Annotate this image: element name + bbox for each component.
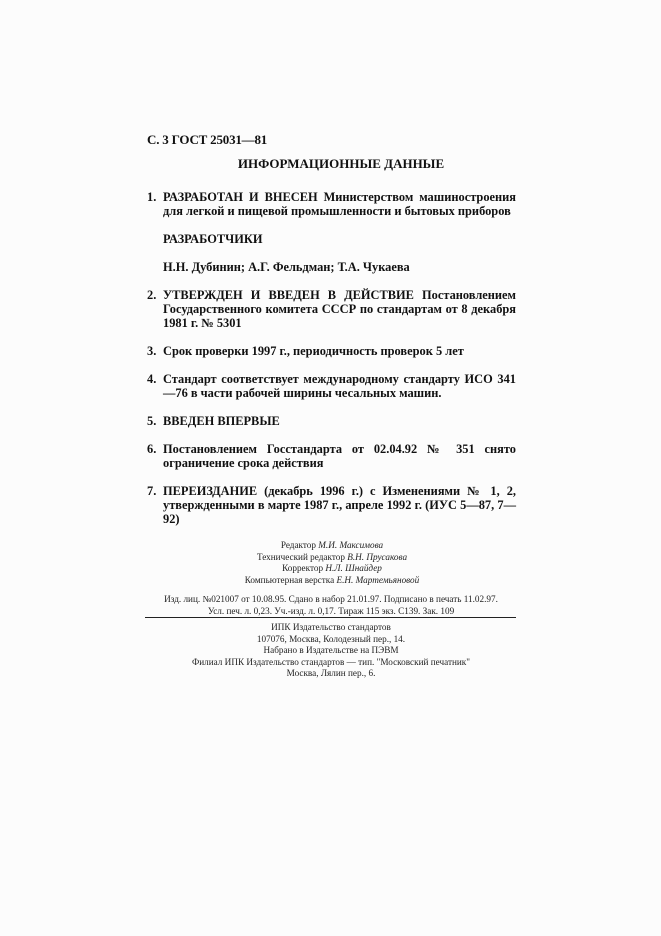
item-number: 2. (147, 288, 157, 302)
print-info-line: Усл. печ. л. 0,23. Уч.-изд. л. 0,17. Тираж 115 экз. С139. Зак. 109 (207, 605, 455, 616)
item-number: 3. (147, 344, 157, 358)
item-number: 6. (147, 442, 157, 456)
divider-rule (145, 617, 516, 618)
credit-role: Компьютерная верстка (244, 574, 335, 585)
developers-names: Н.Н. Дубинин; А.Г. Фельдман; Т.А. Чукаева (163, 260, 410, 274)
credit-line (147, 575, 517, 587)
item-text: Постановлением Государственного комитета СССР по стандартам от 8 декабря 1981 г. № 5301 (163, 288, 516, 330)
item-number: 4. (147, 372, 157, 386)
section-title: ИНФОРМАЦИОННЫЕ ДАННЫЕ (237, 156, 445, 171)
credit-role: Технический редактор (256, 551, 345, 562)
page-header: С. 3 ГОСТ 25031—81 (147, 132, 268, 147)
publisher-line: Филиал ИПК Издательство стандартов — тип. "Московский печатник" (191, 656, 471, 667)
credit-name: Е.Н. Мартемьяновой (336, 574, 420, 585)
item-text: (декабрь 1996 г.) с Изменениями № 1, 2, утвержденными в марте 1987 г., апреле 1992 г. (ИУС 5—87, 7—92) (163, 484, 516, 526)
item-lead: ВВЕДЕН ВПЕРВЫЕ (163, 414, 280, 428)
credit-line (147, 563, 517, 575)
item-number: 7. (147, 484, 157, 498)
item-lead: ПЕРЕИЗДАНИЕ (163, 484, 258, 498)
editorial-credits (147, 540, 517, 586)
credit-line (147, 552, 517, 564)
list-item (147, 190, 516, 218)
credit-role: Редактор (280, 540, 316, 550)
list-item (147, 442, 516, 470)
credit-name: В.Н. Прусакова (347, 551, 408, 562)
list-item (147, 344, 516, 358)
publisher-info (145, 622, 517, 680)
print-info (145, 594, 517, 617)
credit-line (147, 540, 517, 552)
credit-name: М.И. Максимова (318, 540, 384, 550)
info-list (147, 190, 516, 540)
list-item (147, 372, 516, 400)
publisher-line: Москва, Лялин пер., 6. (286, 668, 376, 678)
developers-heading: РАЗРАБОТЧИКИ (163, 232, 263, 246)
print-info-line: Изд. лиц. №021007 от 10.08.95. Сдано в набор 21.01.97. Подписано в печать 11.02.97. (164, 594, 498, 604)
item-lead: УТВЕРЖДЕН И ВВЕДЕН В ДЕЙСТВИЕ (163, 288, 414, 302)
item-text: Стандарт соответствует международному стандарту ИСО 341—76 в части рабочей ширины чесальных машин. (163, 372, 516, 400)
list-item (147, 414, 516, 428)
item-number: 5. (147, 414, 157, 428)
item-lead: РАЗРАБОТАН И ВНЕСЕН (163, 190, 318, 204)
credit-role: Корректор (282, 563, 324, 573)
item-text: Постановлением Госстандарта от 02.04.92 № 351 снято ограничение срока действия (163, 442, 516, 470)
item-text: Срок проверки 1997 г., периодичность проверок 5 лет (163, 344, 464, 358)
credit-name: Н.Л. Шнайдер (325, 563, 382, 573)
list-item (147, 484, 516, 526)
publisher-line: Набрано в Издательстве на ПЭВМ (263, 645, 399, 655)
publisher-line: 107076, Москва, Колодезный пер., 14. (256, 633, 406, 644)
item-text: Министерством машиностроения для легкой и пищевой промышленности и бытовых приборов (163, 190, 516, 218)
list-item (147, 288, 516, 330)
item-number: 1. (147, 190, 157, 204)
publisher-line: ИПК Издательство стандартов (271, 622, 391, 632)
